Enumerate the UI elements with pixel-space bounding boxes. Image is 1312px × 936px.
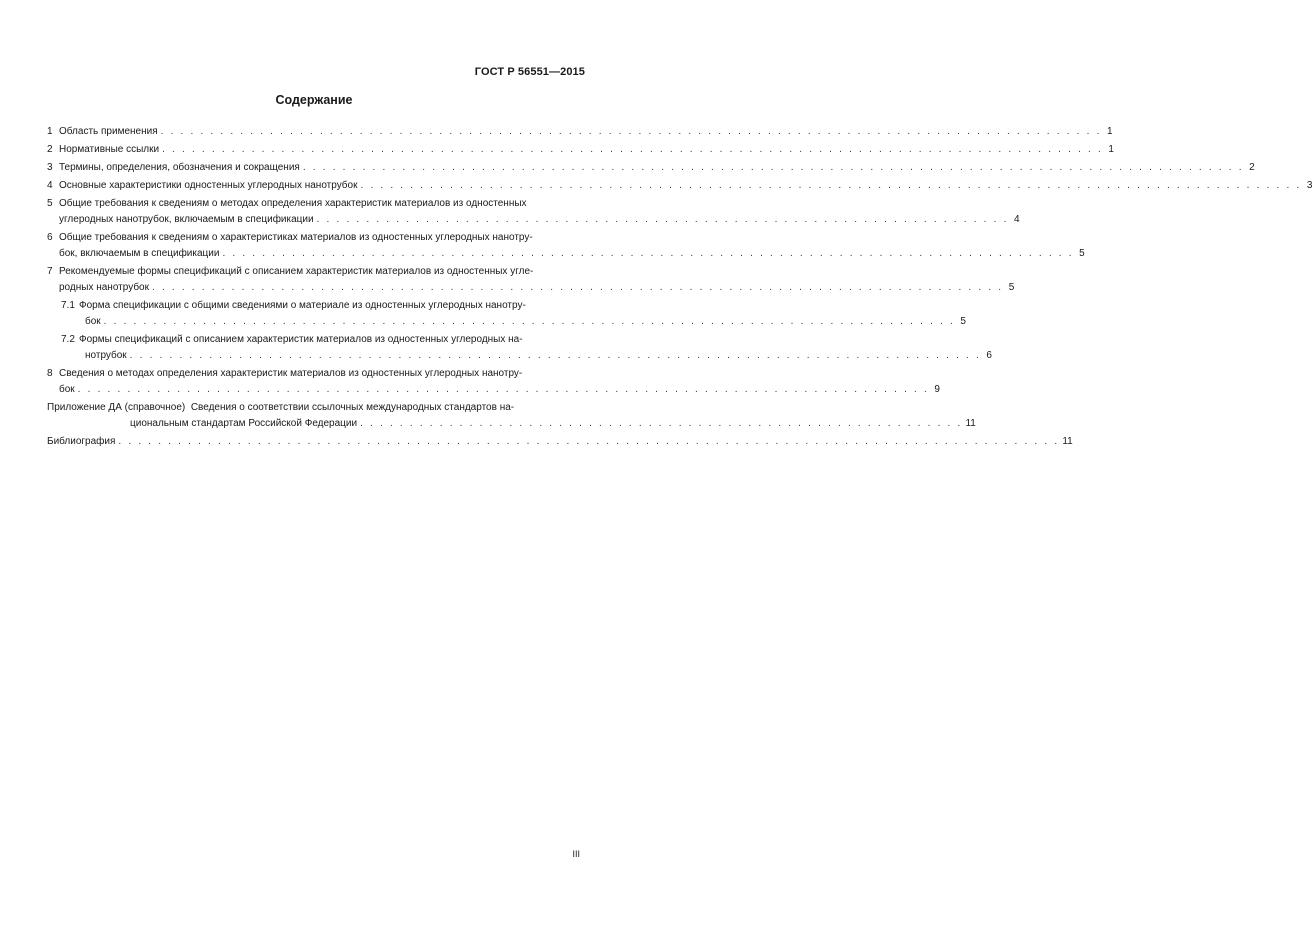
toc-entry-title: Формы спецификаций с описанием характеристик материалов из одностенных углеродных на- — [79, 334, 523, 345]
toc-entry-2[interactable] — [47, 142, 1114, 158]
document-code: ГОСТ Р 56551—2015 — [474, 66, 585, 78]
toc-entry-title: Нормативные ссылки — [59, 144, 160, 155]
toc-entry-number: 6 — [47, 232, 53, 243]
toc-entry-6[interactable] — [47, 230, 1085, 262]
toc-entry-title: Общие требования к сведениям о методах определения характеристик материалов из одностенных — [59, 198, 527, 209]
toc-entry-7-2[interactable] — [47, 332, 992, 364]
toc-entry-page: 5 — [1079, 248, 1085, 259]
toc-dot-leader: . . . . . . . . . . . . . . . . . . . . . . . . . . . . . . . . . . . . . . . . . . . . . . . . . . . . . . . . . . . . . — [360, 418, 963, 429]
table-of-contents — [47, 124, 1312, 452]
toc-appendix-label: Приложение ДА (справочное) — [47, 402, 186, 413]
toc-entry-4[interactable] — [47, 178, 1312, 194]
toc-entry-page: 3 — [1306, 180, 1312, 191]
toc-entry-3[interactable] — [47, 160, 1255, 176]
toc-entry-page: 11 — [1062, 436, 1073, 447]
toc-entry-appendix[interactable] — [47, 400, 976, 432]
toc-dot-leader: . . . . . . . . . . . . . . . . . . . . . . . . . . . . . . . . . . . . . . . . . . . . . . . . . . . . . . . . . . . . . . . . . . . . . . . . . . . . . . . . . . . . . . — [151, 282, 1004, 293]
toc-entry-title: Общие требования к сведениям о характеристиках материалов из одностенных углеродных нанотру- — [59, 232, 533, 243]
toc-entry-8[interactable] — [47, 366, 940, 398]
toc-dot-leader: . . . . . . . . . . . . . . . . . . . . . . . . . . . . . . . . . . . . . . . . . . . . . . . . . . . . . . . . . . . . . . . . . . . . . . . . . . . . . . . . . . . . . . — [129, 350, 981, 361]
toc-entry-title-cont: нотрубок — [85, 350, 127, 361]
toc-entry-title: Сведения о методах определения характеристик материалов из одностенных углеродных нанотру- — [59, 368, 523, 379]
toc-entry-title-cont: бок — [85, 316, 101, 327]
toc-entry-title: Термины, определения, обозначения и сокращения — [59, 162, 300, 173]
toc-entry-page: 2 — [1249, 162, 1255, 173]
toc-entry-page: 4 — [1014, 214, 1020, 225]
toc-entry-number: 3 — [47, 162, 53, 173]
toc-entry-number: 2 — [47, 144, 53, 155]
toc-dot-leader: . . . . . . . . . . . . . . . . . . . . . . . . . . . . . . . . . . . . . . . . . . . . . . . . . . . . . . . . . . . . . . . . . . . . . . . . . . . . . . . . . . . . . . . . . . . . . . . — [118, 436, 1060, 447]
toc-dot-leader: . . . . . . . . . . . . . . . . . . . . . . . . . . . . . . . . . . . . . . . . . . . . . . . . . . . . . . . . . . . . . . . . . . . . . . . . . . . . . . . . . . . . . . — [103, 316, 955, 327]
toc-entry-title: Библиография — [47, 436, 116, 447]
toc-entry-page: 5 — [960, 316, 966, 327]
toc-dot-leader: . . . . . . . . . . . . . . . . . . . . . . . . . . . . . . . . . . . . . . . . . . . . . . . . . . . . . . . . . . . . . . . . . . . . . . — [316, 214, 1009, 225]
toc-entry-1[interactable] — [47, 124, 1113, 140]
toc-entry-number: 8 — [47, 368, 53, 379]
toc-dot-leader: . . . . . . . . . . . . . . . . . . . . . . . . . . . . . . . . . . . . . . . . . . . . . . . . . . . . . . . . . . . . . . . . . . . . . . . . . . . . . . . . . . . . . . — [77, 384, 929, 395]
toc-entry-7-1[interactable] — [47, 298, 966, 330]
toc-entry-number: 5 — [47, 198, 53, 209]
toc-entry-title-cont: родных нанотрубок — [59, 282, 149, 293]
toc-entry-page: 11 — [965, 418, 976, 429]
toc-entry-page: 5 — [1008, 282, 1015, 293]
toc-title: Содержание — [275, 93, 353, 107]
toc-dot-leader: . . . . . . . . . . . . . . . . . . . . . . . . . . . . . . . . . . . . . . . . . . . . . . . . . . . . . . . . . . . . . . . . . . . . . . . . . . . . . . . . . . . . . . . . . . . . . . . — [360, 180, 1302, 191]
toc-dot-leader: . . . . . . . . . . . . . . . . . . . . . . . . . . . . . . . . . . . . . . . . . . . . . . . . . . . . . . . . . . . . . . . . . . . . . . . . . . . . . . . . . . . . . . . . . . . . . . . — [160, 126, 1102, 137]
toc-entry-page: 6 — [986, 350, 992, 361]
toc-entry-page: 9 — [934, 384, 940, 395]
toc-entry-title-cont: циональным стандартам Российской Федерации — [130, 418, 358, 429]
toc-entry-number: 7 — [47, 266, 53, 277]
toc-entry-title-cont: бок, включаемым в спецификации — [59, 248, 220, 259]
toc-entry-title-cont: углеродных нанотрубок, включаемым в спецификации — [59, 214, 314, 225]
toc-entry-number: 7.1 — [61, 300, 75, 311]
toc-dot-leader: . . . . . . . . . . . . . . . . . . . . . . . . . . . . . . . . . . . . . . . . . . . . . . . . . . . . . . . . . . . . . . . . . . . . . . . . . . . . . . . . . . . . . . . . . . . . . . . — [302, 162, 1244, 173]
toc-entry-number: 4 — [47, 180, 53, 191]
toc-entry-7[interactable] — [47, 264, 1015, 296]
toc-entry-title: Форма спецификации с общими сведениями о материале из одностенных углеродных нанотру- — [79, 300, 526, 311]
toc-entry-title: Сведения о соответствии ссылочных международных стандартов на- — [190, 402, 515, 413]
toc-entry-title: Область применения — [59, 126, 158, 137]
toc-entry-5[interactable] — [47, 196, 1020, 228]
toc-entry-number: 7.2 — [61, 334, 75, 345]
toc-entry-title: Основные характеристики одностенных углеродных нанотрубок — [59, 180, 358, 191]
page-number: III — [572, 849, 580, 859]
toc-dot-leader: . . . . . . . . . . . . . . . . . . . . . . . . . . . . . . . . . . . . . . . . . . . . . . . . . . . . . . . . . . . . . . . . . . . . . . . . . . . . . . . . . . . . . . . . . . . . . . . — [162, 144, 1103, 155]
toc-entry-page: 1 — [1108, 144, 1114, 155]
toc-entry-page: 1 — [1106, 126, 1113, 137]
toc-entry-bibliography[interactable] — [47, 434, 1073, 450]
toc-entry-title: Рекомендуемые формы спецификаций с описанием характеристик материалов из одностенных угле- — [59, 266, 534, 277]
toc-entry-title-cont: бок — [59, 384, 75, 395]
toc-dot-leader: . . . . . . . . . . . . . . . . . . . . . . . . . . . . . . . . . . . . . . . . . . . . . . . . . . . . . . . . . . . . . . . . . . . . . . . . . . . . . . . . . . . . . . — [222, 248, 1074, 259]
toc-entry-number: 1 — [47, 126, 53, 137]
